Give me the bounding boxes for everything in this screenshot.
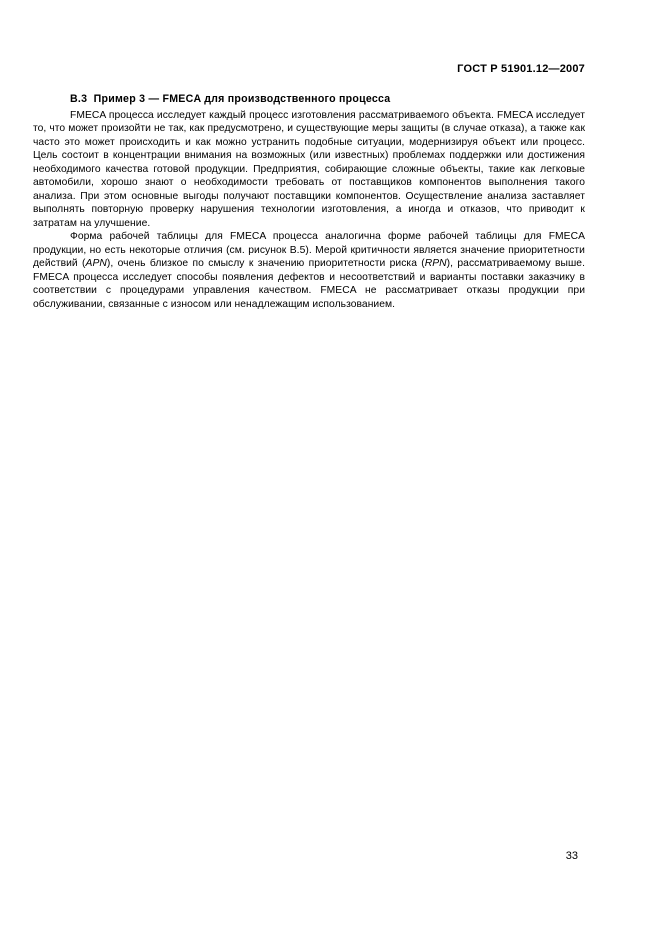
rpn-abbreviation: RPN — [424, 258, 447, 269]
apn-abbreviation: APN — [85, 258, 107, 269]
paragraph-2-text-segment: ), очень близкое по смыслу к значению приоритетности риска ( — [106, 258, 425, 269]
paragraph-2 — [33, 230, 585, 311]
section-heading: В.3 Пример 3 — FMECA для производственного процесса — [70, 93, 391, 105]
paragraph-2-text-segment: ), рассматриваемому выше. FMECA процесса исследует способы появления дефектов и несоответствий и варианты поставки заказчику в соответствии с процедурами управления качеством. FMECA не рассматривает отказы продукции при обслуживании, связанные с износом или ненадлежащим использованием. — [33, 258, 585, 310]
document-header-standard-number: ГОСТ Р 51901.12—2007 — [457, 63, 585, 75]
page-number: 33 — [565, 850, 578, 862]
paragraph-2-text-segment: Форма рабочей таблицы для FMECA процесса аналогична форме рабочей таблицы для FMECA продукции, но есть некоторые отличия (см. рисунок В.5). Мерой критичности является значение приоритетности действий ( — [33, 231, 585, 269]
document-content — [33, 93, 585, 311]
paragraph-1: FMECA процесса исследует каждый процесс изготовления рассматриваемого объекта. FMECA исследует то, что может произойти не так, как предусмотрено, и существующие меры защиты (в случае отказа), а также как часто это может происходить и как можно устранить подобные ситуации, модернизируя объект или процесс. Цель состоит в концентрации внимания на возможных (или известных) проблемах поддержки или достижения необходимого качества готовой продукции. Предприятия, собирающие сложные объекты, такие как легковые автомобили, хорошо знают о необходимости требовать от поставщиков компонентов выполнения такого анализа. При этом основные выгоды получают поставщики компонентов. Осуществление анализа заставляет выполнять повторную проверку нарушения технологии изготовления, а иногда и отказов, что приводит к затратам на улучшение. — [33, 109, 585, 229]
